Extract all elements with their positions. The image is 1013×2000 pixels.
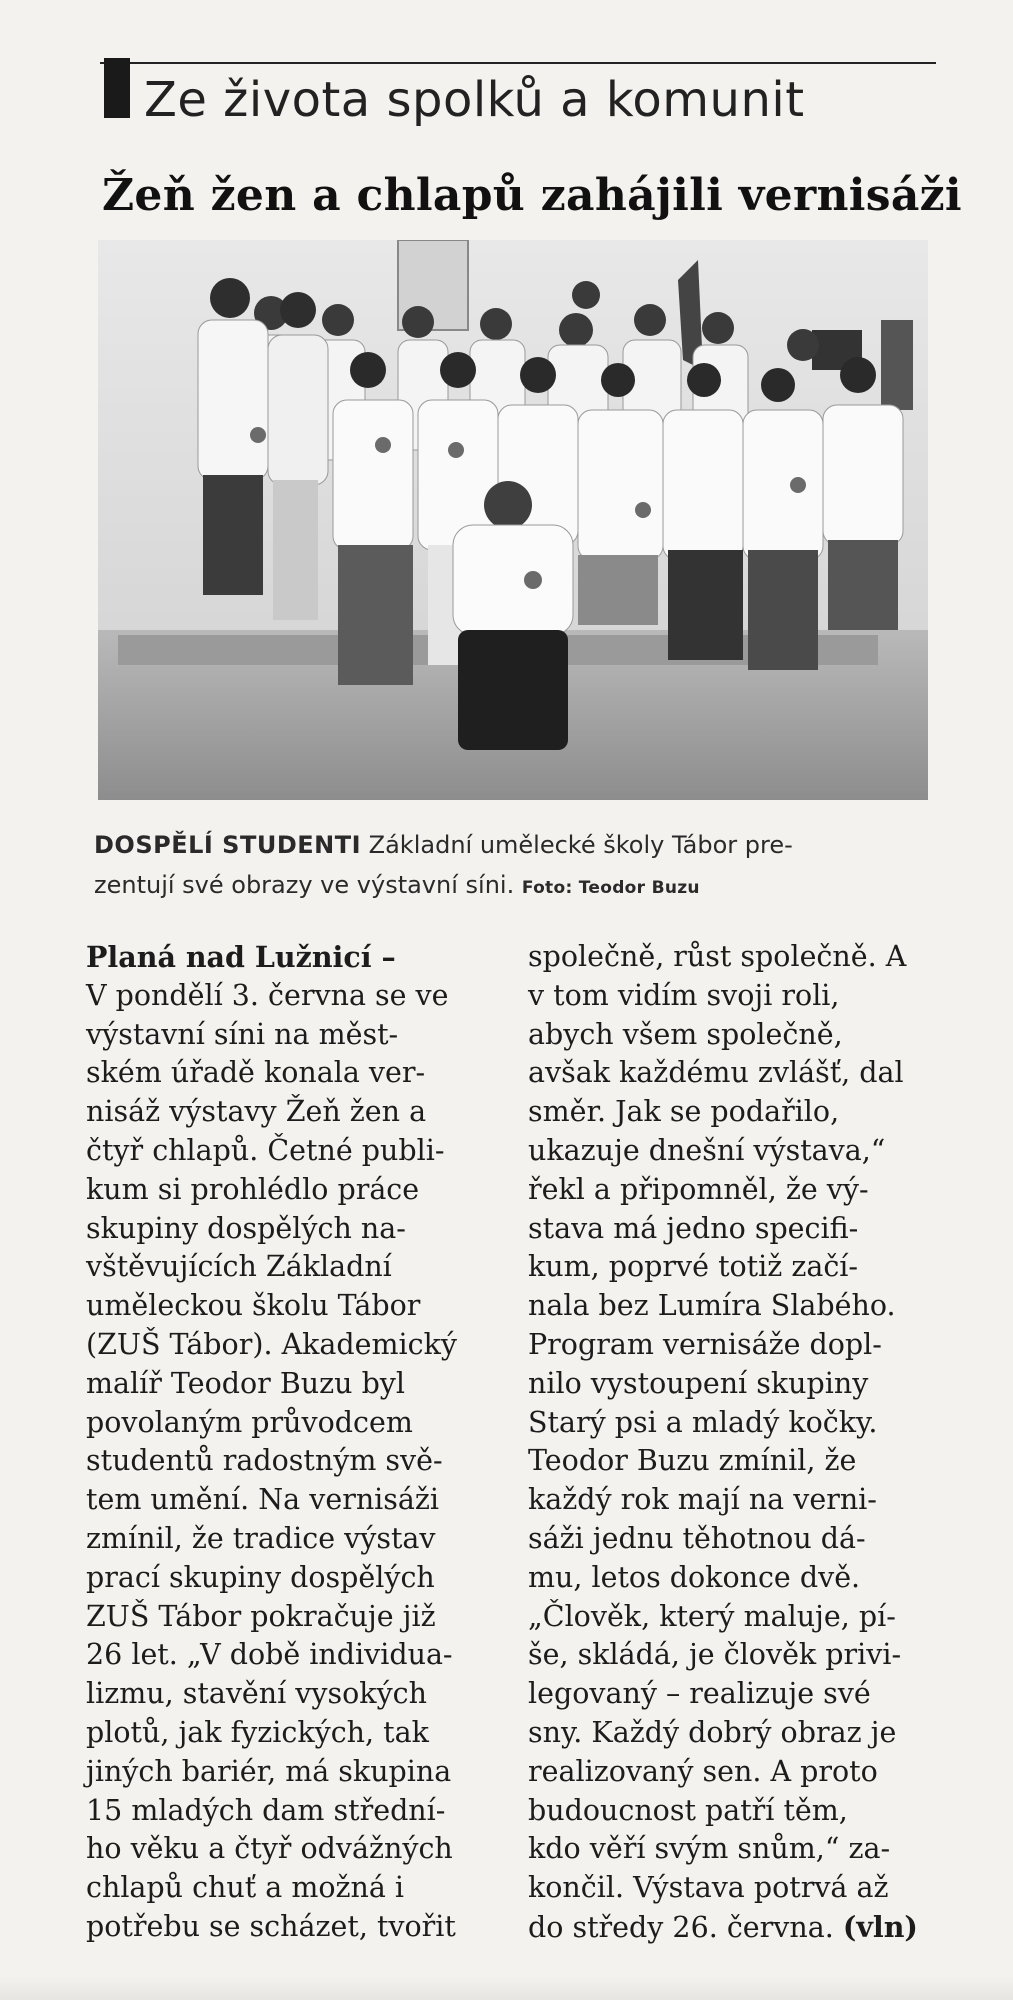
article-line: realizovaný sen. A proto <box>528 1754 878 1788</box>
article-line: každý rok mají na verni- <box>528 1483 877 1517</box>
dateline: Planá nad Lužnicí – <box>86 940 396 974</box>
article-line: skupiny dospělých na- <box>86 1211 406 1245</box>
article-line: še, skládá, je člověk privi- <box>528 1638 902 1672</box>
article-line: ském úřadě konala ver- <box>86 1056 426 1090</box>
article-line: uměleckou školu Tábor <box>86 1289 421 1323</box>
photo-credit: Foto: Teodor Buzu <box>521 878 700 898</box>
article-line: plotů, jak fyzických, tak <box>86 1715 429 1749</box>
article-line: Teodor Buzu zmínil, že <box>528 1444 857 1478</box>
article-line: řekl a připomněl, že vý- <box>528 1172 869 1206</box>
article-line: ZUŠ Tábor pokračuje již <box>86 1599 436 1633</box>
article-line: směr. Jak se podařilo, <box>528 1095 840 1129</box>
article-line: Program vernisáže dopl- <box>528 1327 882 1361</box>
right-column-text <box>528 938 948 1908</box>
article-line: kum, poprvé totiž začí- <box>528 1250 859 1284</box>
article-line: jiných bariér, má skupina <box>86 1754 452 1788</box>
article-line: studentů radostným svě- <box>86 1444 443 1478</box>
article-line: sny. Každý dobrý obraz je <box>528 1715 897 1749</box>
article-line: legovaný – realizuje své <box>528 1677 871 1711</box>
article-line: ho věku a čtyř odvážných <box>86 1832 453 1866</box>
article-line: (ZUŠ Tábor). Akademický <box>86 1327 458 1361</box>
caption-lead: DOSPĚLÍ STUDENTI <box>94 831 362 859</box>
article-line: povolaným průvodcem <box>86 1405 413 1439</box>
article-line: ukazuje dnešní výstava,“ <box>528 1133 886 1167</box>
article-line: čtyř chlapů. Četné publi- <box>86 1133 445 1167</box>
article-line: Starý psi a mladý kočky. <box>528 1405 878 1439</box>
caption-text: Základní umělecké školy Tábor pre- <box>361 831 793 859</box>
article-line: „Člověk, který maluje, pí- <box>528 1599 896 1633</box>
last-line-text: do středy 26. června. <box>528 1910 834 1944</box>
article-line: budoucnost patří těm, <box>528 1793 848 1827</box>
article-line: V pondělí 3. června se ve <box>86 978 449 1012</box>
page-edge <box>0 1976 1013 2000</box>
article-column-left <box>86 938 506 1947</box>
article-line: končil. Výstava potrvá až <box>528 1871 889 1905</box>
article-line: mu, letos dokonce dvě. <box>528 1560 861 1594</box>
article-line: abych všem společně, <box>528 1017 843 1051</box>
section-title: Ze života spolků a komunit <box>144 72 805 128</box>
author-signature: (vln) <box>842 1909 918 1944</box>
article-line: potřebu se scházet, tvořit <box>86 1909 456 1943</box>
section-marker <box>104 58 130 118</box>
article-line: chlapů chuť a možná i <box>86 1871 405 1905</box>
left-column-text <box>86 977 506 1947</box>
article-line: 15 mladých dam střední- <box>86 1793 446 1827</box>
article-last-line <box>528 1908 948 1948</box>
article-line: prací skupiny dospělých <box>86 1560 435 1594</box>
article-line: společně, růst společně. A <box>528 940 907 973</box>
article-line: 26 let. „V době individua- <box>86 1638 453 1672</box>
article-line: kum si prohlédlo práce <box>86 1172 420 1206</box>
article-line: kdo věří svým snům,“ za- <box>528 1832 891 1866</box>
article-line: stava má jedno specifi- <box>528 1211 859 1245</box>
section-rule <box>100 62 936 64</box>
article-line: v tom vidím svoji roli, <box>528 978 840 1012</box>
caption-text-2: zentují své obrazy ve výstavní síni. <box>94 871 515 899</box>
article-line: nala bez Lumíra Slabého. <box>528 1289 896 1323</box>
article-column-right <box>528 938 948 1948</box>
article-line: zmínil, že tradice výstav <box>86 1521 436 1555</box>
article-line: nilo vystoupení skupiny <box>528 1366 869 1400</box>
group-photo <box>98 240 928 800</box>
article-line: lizmu, stavění vysokých <box>86 1677 427 1711</box>
article-headline: Žeň žen a chlapů zahájili vernisáži <box>102 170 962 221</box>
article-line: avšak každému zvlášť, dal <box>528 1056 904 1090</box>
article-line: vštěvujících Základní <box>86 1250 392 1284</box>
article-line: sáži jednu těhotnou dá- <box>528 1521 866 1555</box>
article-line: malíř Teodor Buzu byl <box>86 1366 406 1400</box>
photo-caption <box>94 825 934 908</box>
article-line: výstavní síni na měst- <box>86 1017 399 1051</box>
article-line: tem umění. Na vernisáži <box>86 1483 440 1517</box>
article-line: nisáž výstavy Žeň žen a <box>86 1095 427 1129</box>
